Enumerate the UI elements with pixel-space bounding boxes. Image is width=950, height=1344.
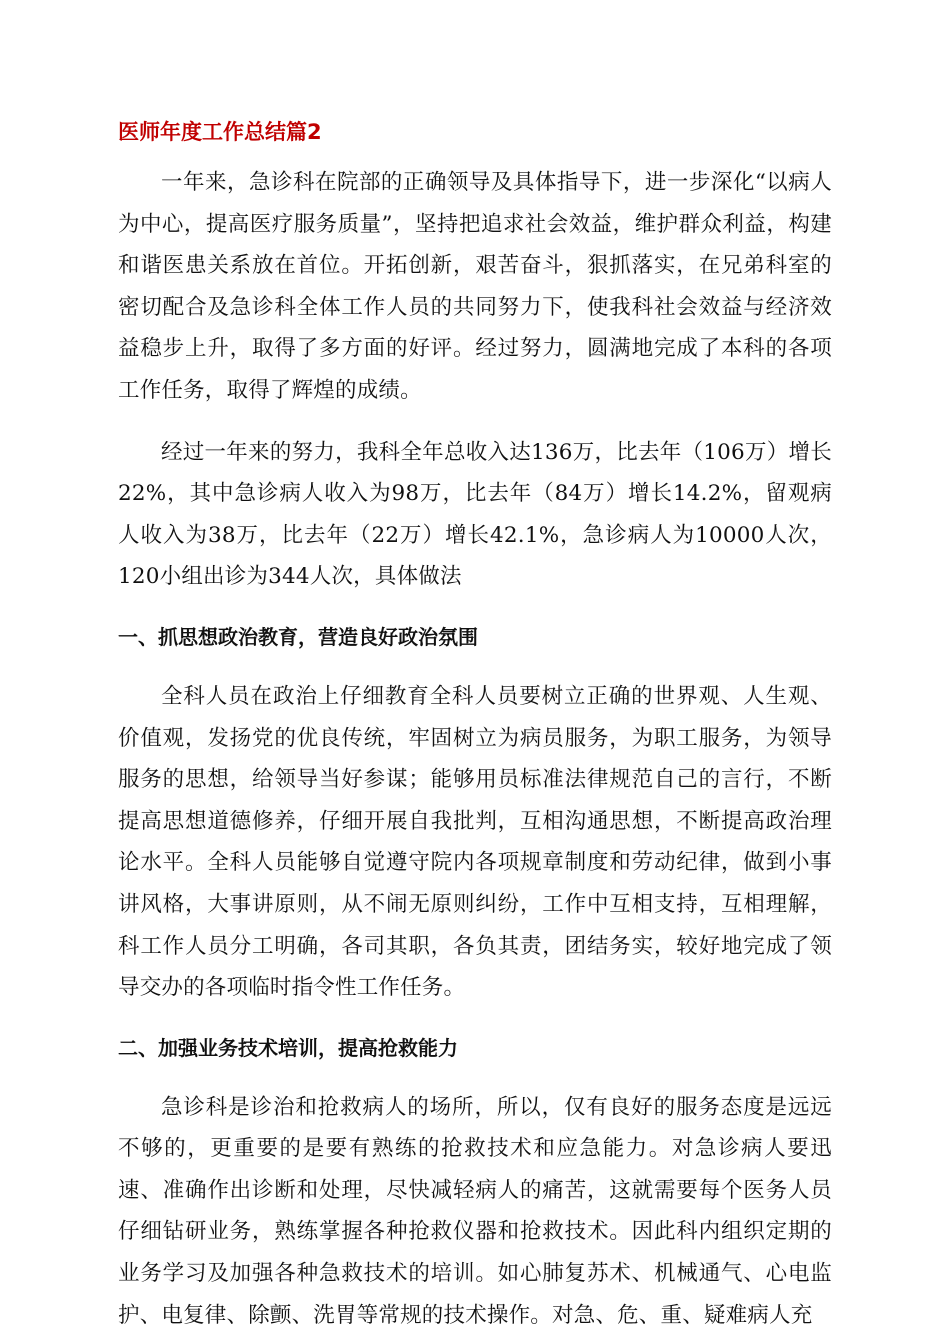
intro-paragraph-1: 一年来，急诊科在院部的正确领导及具体指导下，进一步深化“以病人为中心，提高医疗服务质量”，坚持把追求社会效益，维护群众利益，构建和谐医患关系放在首位。开拓创新，艰苦奋斗，狠抓落实，在兄弟科室的密切配合及急诊科全体工作人员的共同努力下，使我科社会效益与经济效益稳步上升，取得了多方面的好评。经过努力，圆满地完成了本科的各项工作任务，取得了辉煌的成绩。 [118,170,832,403]
section-body-2: 急诊科是诊治和抢救病人的场所，所以，仅有良好的服务态度是远远不够的，更重要的是要有熟练的抢救技术和应急能力。对急诊病人要迅速、准确作出诊断和处理，尽快减轻病人的痛苦，这就需要每个医务人员仔细钻研业务，熟练掌握各种抢救仪器和抢救技术。因此科内组织定期的业务学习及加强各种急救技术的培训。如心肺复苏术、机械通气、心电监护、电复律、除颤、洗胃等常规的技术操作。对急、危、重、疑难病人充 [118,1094,832,1328]
intro-paragraph-2: 经过一年来的努力，我科全年总收入达136万，比去年（106万）增长22%，其中急诊病人收入为98万，比去年（84万）增长14.2%，留观病人收入为38万，比去年（22万）增长42.1%，急诊病人为10000人次，120小组出诊为344人次，具体做法 [118,439,832,590]
section-body-1: 全科人员在政治上仔细教育全科人员要树立正确的世界观、人生观、价值观，发扬党的优良传统，牢固树立为病员服务，为职工服务，为领导服务的思想，给领导当好参谋；能够用员标准法律规范自己的言行，不断提高思想道德修养，仔细开展自我批判，互相沟通思想，不断提高政治理论水平。全科人员能够自觉遵守院内各项规章制度和劳动纪律，做到小事讲风格，大事讲原则，从不闹无原则纠纷，工作中互相支持，互相理解，科工作人员分工明确，各司其职，各负其责，团结务实，较好地完成了领导交办的各项临时指令性工作任务。 [118,683,832,1001]
section-heading-2: 二、加强业务技术培训，提高抢救能力 [118,1035,458,1060]
section-heading-1: 一、抓思想政治教育，营造良好政治氛围 [118,624,478,649]
document-title: 医师年度工作总结篇2 [118,120,322,144]
